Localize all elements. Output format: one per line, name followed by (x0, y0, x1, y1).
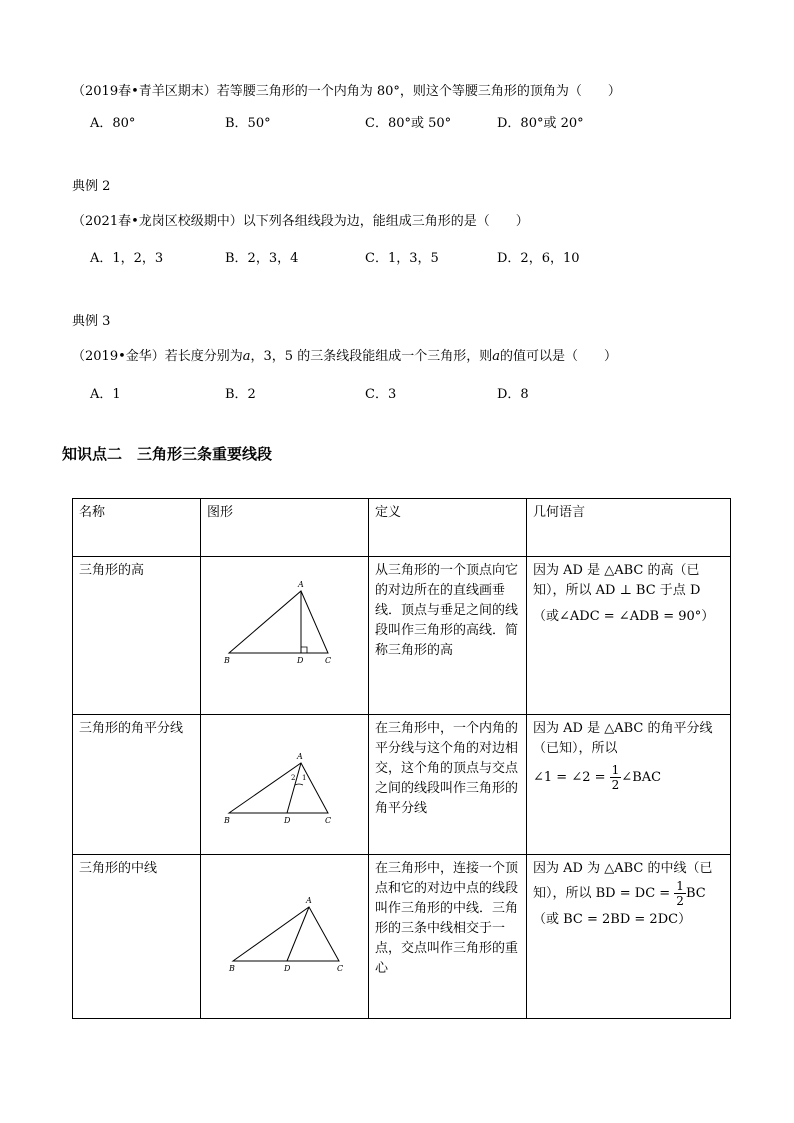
label-b: B (224, 816, 230, 825)
ex3-option-c: C．3 (365, 387, 397, 402)
ex2-option-c: C．1，3，5 (365, 251, 439, 266)
ex3-text-end: 的值可以是（ ） (499, 349, 617, 364)
median-figure (201, 855, 369, 1019)
ex3-option-a: A．1 (90, 387, 121, 402)
ex2-option-b: B．2，3，4 (225, 251, 299, 266)
header-name: 名称 (73, 499, 201, 557)
median-geo-line1 (533, 859, 724, 908)
example-2-label: 典例 2 (72, 179, 111, 194)
label-angle-1: 1 (302, 774, 307, 782)
knowledge-table (72, 498, 731, 1019)
row-definition-altitude: 从三角形的一个顶点向它的对边所在的直线画垂线．顶点与垂足之间的线段叫作三角形的高线．简称三角形的高 (369, 557, 527, 715)
altitude-figure (201, 557, 369, 715)
header-definition: 定义 (369, 499, 527, 557)
header-figure: 图形 (201, 499, 369, 557)
ex3-text-before: （2019•金华）若长度分别为 (72, 349, 243, 364)
altitude-triangle-diagram (207, 561, 357, 671)
bisector-geo-eq: ∠1 = ∠2 = (533, 770, 610, 785)
ex3-text-after: ，3，5 的三条线段能组成一个三角形，则 (250, 349, 493, 364)
q1-option-b: B．50° (225, 116, 271, 131)
label-b: B (229, 964, 235, 973)
table-header-row (73, 499, 731, 557)
ex2-option-d: D．2，6，10 (497, 251, 580, 266)
bisector-fraction (610, 763, 622, 792)
row-name-altitude: 三角形的高 (73, 557, 201, 715)
row-geometry-bisector (527, 715, 731, 855)
fraction-numerator: 1 (611, 763, 620, 777)
bisector-triangle-diagram (207, 719, 357, 829)
median-geo-text: 因为 AD 为 △ABC 的中线（已知），所以 BD = DC = (533, 861, 713, 901)
ex3-option-b: B．2 (225, 387, 256, 402)
example-3-label: 典例 3 (72, 314, 111, 329)
row-geometry-median (527, 855, 731, 1019)
label-d: D (297, 656, 304, 665)
question-1-text: （2019春•青羊区期末）若等腰三角形的一个内角为 80°，则这个等腰三角形的顶角为（ ） (72, 84, 621, 99)
label-a: A (298, 580, 304, 589)
row-definition-median: 在三角形中，连接一个顶点和它的对边中点的线段叫作三角形的中线．三角形的三条中线相交于一点，交点叫作三角形的重心 (369, 855, 527, 1019)
bisector-figure (201, 715, 369, 855)
example-2-text: （2021春•龙岗区校级期中）以下列各组线段为边，能组成三角形的是（ ） (72, 214, 529, 229)
row-name-median: 三角形的中线 (73, 855, 201, 1019)
ex3-var-a: a (242, 349, 251, 364)
fraction-denominator: 2 (676, 894, 684, 908)
label-c: C (337, 964, 344, 973)
fraction-numerator: 1 (676, 879, 684, 893)
label-a: A (297, 752, 303, 761)
median-fraction (674, 879, 686, 908)
label-d: D (284, 964, 291, 973)
altitude-geo-line2: （或∠ADC = ∠ADB = 90°） (533, 609, 715, 624)
q1-option-a: A．80° (90, 116, 136, 131)
ex2-option-a: A．1，2，3 (90, 251, 164, 266)
label-a: A (306, 896, 312, 905)
bisector-geo-line2 (533, 763, 724, 792)
label-b: B (224, 656, 230, 665)
altitude-geo-line1: 因为 AD 是 △ABC 的高（已知），所以 AD ⊥ BC 于点 D (533, 563, 701, 598)
example-3-text (72, 345, 617, 364)
label-c: C (325, 656, 332, 665)
median-geo-bc: BC (685, 886, 706, 901)
ex3-var-a2: a (492, 349, 500, 364)
row-geometry-altitude (527, 557, 731, 715)
row-name-bisector: 三角形的角平分线 (73, 715, 201, 855)
fraction-denominator: 2 (611, 778, 620, 792)
bisector-geo-angle: ∠BAC (621, 770, 662, 785)
table-row (73, 557, 731, 715)
label-angle-2: 2 (291, 774, 296, 782)
label-d: D (284, 816, 291, 825)
bisector-geo-line1: 因为 AD 是 △ABC 的角平分线（已知），所以 (533, 721, 713, 756)
table-row (73, 855, 731, 1019)
q1-option-d: D．80°或 20° (497, 116, 584, 131)
table-row (73, 715, 731, 855)
header-geometry-language: 几何语言 (527, 499, 731, 557)
row-definition-bisector: 在三角形中，一个内角的平分线与这个角的对边相交，这个角的顶点与交点之间的线段叫作三角形的角平分线 (369, 715, 527, 855)
median-geo-line2: （或 BC = 2BD = 2DC） (533, 912, 692, 927)
label-c: C (325, 816, 332, 825)
median-triangle-diagram (207, 859, 357, 979)
ex3-option-d: D．8 (497, 387, 529, 402)
section-heading: 知识点二 三角形三条重要线段 (62, 445, 273, 463)
q1-option-c: C．80°或 50° (365, 116, 452, 131)
